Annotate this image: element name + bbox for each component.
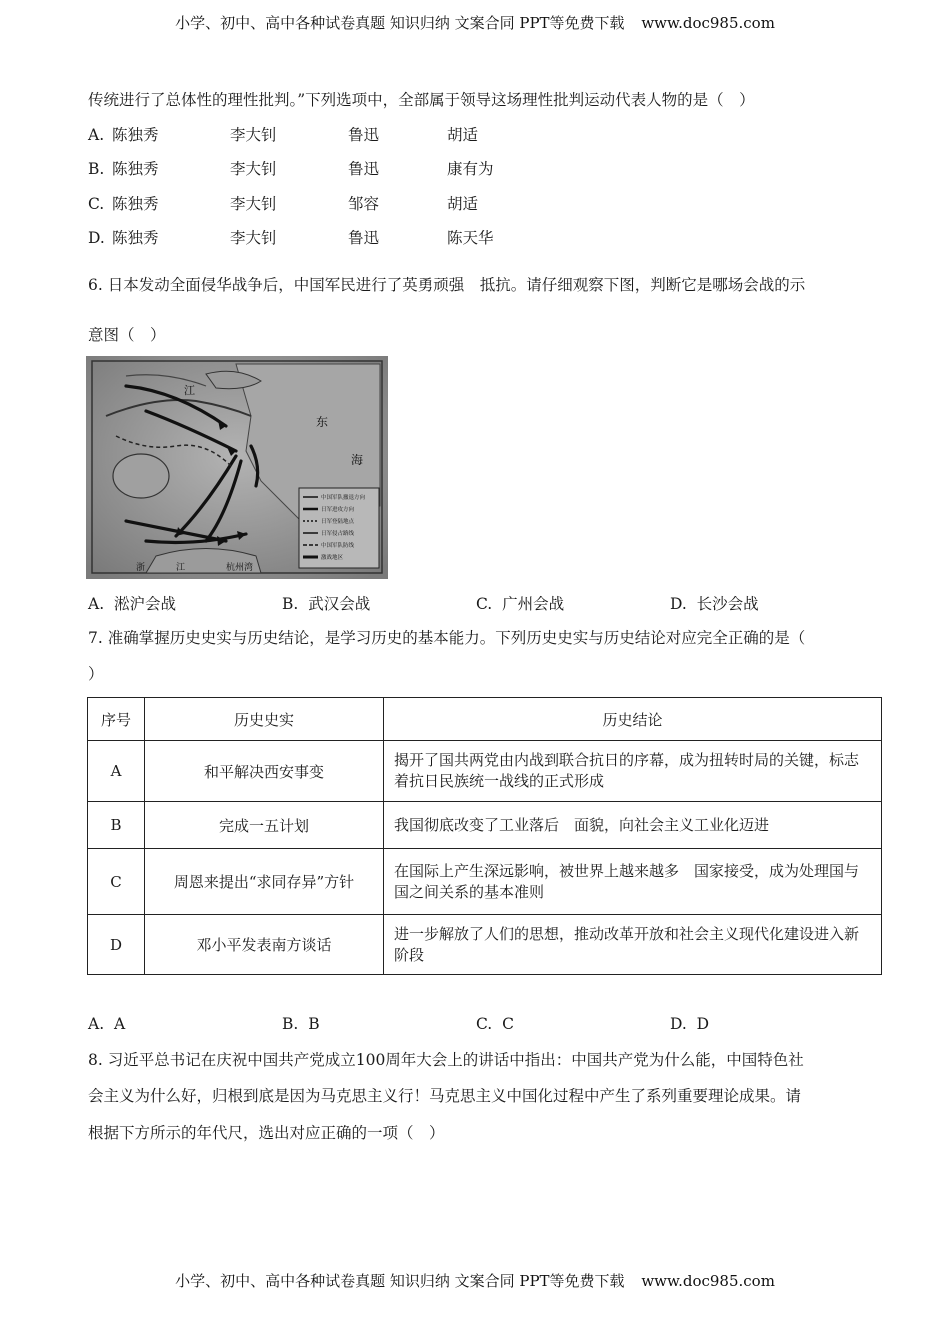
row-id: D	[88, 915, 145, 975]
option-item: 胡适	[447, 126, 479, 144]
q7-option-c[interactable]	[476, 1013, 514, 1035]
legend-label: 中国军队防线	[321, 543, 355, 549]
option-text: C	[502, 1015, 514, 1033]
option-item: 鲁迅	[348, 229, 380, 247]
page-footer	[0, 1270, 950, 1291]
footer-text: 小学、初中、高中各种试卷真题 知识归纳 文案合同 PPT等免费下载	[175, 1272, 625, 1290]
row-fact: 邓小平发表南方谈话	[145, 915, 384, 975]
map-label: 杭州湾	[226, 563, 254, 573]
q6-option-c[interactable]	[476, 593, 564, 615]
option-item: 陈天华	[447, 229, 494, 247]
option-item: 李大钊	[230, 126, 277, 144]
option-label: B.	[282, 1015, 299, 1033]
row-fact: 和平解决西安事变	[145, 741, 384, 802]
option-item: 康有为	[447, 160, 494, 178]
q6-option-d[interactable]	[670, 593, 759, 615]
table-header: 序号	[88, 698, 145, 741]
map-label: 江	[176, 563, 186, 573]
history-table	[87, 697, 882, 975]
option-item: 李大钊	[230, 229, 277, 247]
header-site[interactable]: www.doc985.com	[641, 14, 775, 32]
option-item: 李大钊	[230, 195, 277, 213]
legend-label: 日军登陆地点	[321, 519, 355, 525]
legend-label: 日军进攻方向	[321, 507, 355, 513]
q7-option-d[interactable]	[670, 1013, 709, 1035]
q8-stem-line1: 8. 习近平总书记在庆祝中国共产党成立100周年大会上的讲话中指出：中国共产党为什么能，中国特色社	[88, 1051, 804, 1069]
option-item: 鲁迅	[348, 160, 380, 178]
option-label: A.	[88, 595, 105, 613]
table-row	[88, 741, 882, 802]
table-header: 历史结论	[384, 698, 882, 741]
table-row	[88, 915, 882, 975]
option-item: 陈独秀	[112, 195, 159, 213]
option-label: C.	[88, 195, 105, 213]
table-row	[88, 802, 882, 849]
option-label: A.	[88, 1015, 105, 1033]
q8-stem-line3: 根据下方所示的年代尺，选出对应正确的一项（ ）	[88, 1124, 445, 1142]
q5-stem: 传统进行了总体性的理性批判。”下列选项中，全部属于领导这场理性批判运动代表人物的是（ ）	[88, 91, 755, 109]
option-item: 陈独秀	[112, 229, 159, 247]
header-text: 小学、初中、高中各种试卷真题 知识归纳 文案合同 PPT等免费下载	[175, 14, 625, 32]
option-label: A.	[88, 126, 105, 144]
option-item: 胡适	[447, 195, 479, 213]
option-label: C.	[476, 1015, 493, 1033]
map-label: 浙	[136, 563, 146, 573]
option-text: B	[308, 1015, 320, 1033]
option-label: B.	[88, 160, 105, 178]
table-row	[88, 849, 882, 915]
q6-stem-line2: 意图（ ）	[88, 326, 166, 344]
row-fact: 完成一五计划	[145, 802, 384, 849]
map-label: 江	[184, 384, 195, 397]
page-header	[0, 12, 950, 33]
q7-option-b[interactable]	[282, 1013, 320, 1035]
option-item: 陈独秀	[112, 160, 159, 178]
option-text: 长沙会战	[696, 595, 759, 613]
option-label: C.	[476, 595, 493, 613]
table-header: 历史史实	[145, 698, 384, 741]
row-conclusion: 进一步解放了人们的思想，推动改革开放和社会主义现代化建设进入新阶段	[384, 915, 882, 975]
option-text: 广州会战	[502, 595, 565, 613]
option-text: 淞沪会战	[113, 595, 176, 613]
q7-stem-line2: ）	[88, 665, 104, 683]
row-conclusion: 揭开了国共两党由内战到联合抗日的序幕，成为扭转时局的关键，标志着抗日民族统一战线的正式形成	[384, 741, 882, 802]
legend-label: 日军侵占路线	[321, 531, 355, 537]
row-conclusion: 我国彻底改变了工业落后 面貌，向社会主义工业化迈进	[384, 802, 882, 849]
q7-option-a[interactable]	[88, 1013, 125, 1035]
option-label: D.	[670, 595, 687, 613]
q6-option-b[interactable]	[282, 593, 370, 615]
map-label: 东	[316, 415, 329, 429]
option-item: 邹容	[348, 195, 380, 213]
table-header-row	[88, 698, 882, 741]
q7-stem-line1: 7. 准确掌握历史史实与历史结论，是学习历史的基本能力。下列历史史实与历史结论对应完全正确的是（	[88, 629, 806, 647]
option-label: D.	[670, 1015, 687, 1033]
option-item: 李大钊	[230, 160, 277, 178]
option-text: A	[113, 1015, 126, 1033]
row-id: C	[88, 849, 145, 915]
option-text: D	[696, 1015, 710, 1033]
q6-stem-line1: 6. 日本发动全面侵华战争后，中国军民进行了英勇顽强 抵抗。请仔细观察下图，判断它是哪场会战的示	[88, 276, 806, 294]
battle-map-image	[86, 356, 388, 579]
option-label: D.	[88, 229, 105, 247]
option-item: 鲁迅	[348, 126, 380, 144]
legend-label: 激战地区	[321, 555, 344, 561]
row-conclusion: 在国际上产生深远影响，被世界上越来越多 国家接受，成为处理国与国之间关系的基本准则	[384, 849, 882, 915]
row-fact: 周恩来提出“求同存异”方针	[145, 849, 384, 915]
q6-option-a[interactable]	[88, 593, 176, 615]
option-text: 武汉会战	[308, 595, 371, 613]
footer-site[interactable]: www.doc985.com	[641, 1272, 775, 1290]
option-item: 陈独秀	[112, 126, 159, 144]
option-label: B.	[282, 595, 299, 613]
row-id: A	[88, 741, 145, 802]
legend-label: 中国军队撤退方向	[321, 495, 366, 501]
map-label: 海	[351, 453, 364, 467]
q8-stem-line2: 会主义为什么好，归根到底是因为马克思主义行！马克思主义中国化过程中产生了系列重要理论成果。请	[88, 1087, 802, 1105]
row-id: B	[88, 802, 145, 849]
